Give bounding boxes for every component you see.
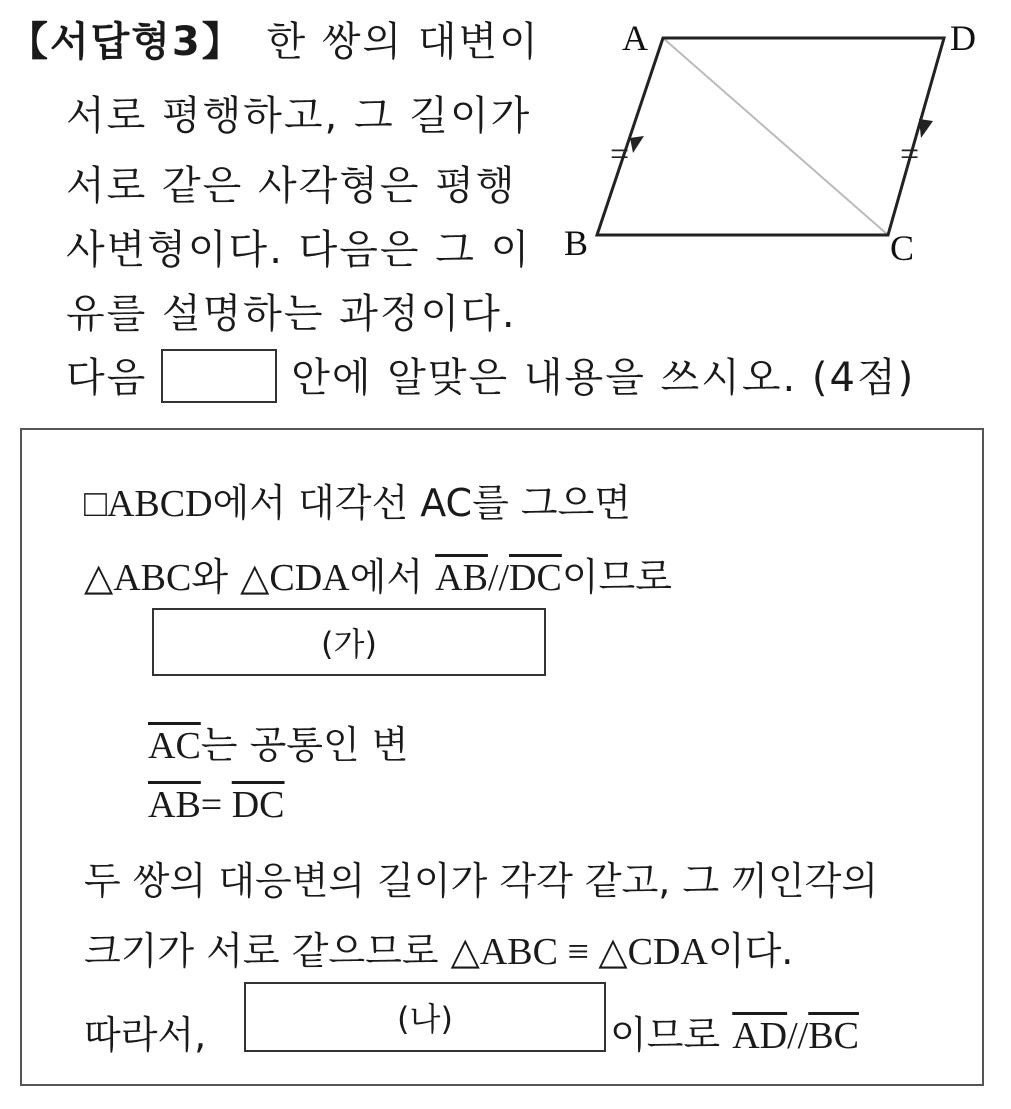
parallel-sign-2: // — [787, 1015, 809, 1057]
proof-line-6-text: 크기가 서로 같으므로 — [84, 929, 451, 973]
parallelogram-figure — [560, 10, 1000, 280]
proof-line-5: 두 쌍의 대응변의 길이가 각각 같고, 그 끼인각의 — [84, 859, 879, 903]
question-line-1 — [8, 10, 540, 67]
proof-line-7-lead: 따라서, — [84, 1013, 207, 1057]
connector-imeuro: 이므로 — [561, 555, 672, 599]
question-text-1: 한 쌍의 대변이 — [266, 19, 540, 65]
congruence-statement: △ABC ≡ △CDA — [450, 931, 708, 973]
triangle-abc: △ABC — [84, 557, 192, 599]
proof-box — [20, 428, 984, 1086]
question-tag: 【서답형3】 — [8, 19, 244, 65]
equals-sign: = — [200, 784, 232, 826]
proof-line-4 — [148, 782, 285, 827]
diagonal-ac — [663, 38, 888, 235]
proof-line-6-end: 이다. — [707, 929, 794, 973]
segment-ab-2: $\overline{AB}$ — [148, 784, 201, 826]
instruction-after: 안에 알맞은 내용을 쓰시오. (4점) — [291, 355, 916, 401]
tick-ab: = — [610, 136, 630, 173]
inline-answer-box — [161, 349, 277, 403]
connector-imeuro-2: 이므로 — [610, 1013, 733, 1057]
vertex-a: A — [622, 18, 648, 58]
question-line-2: 서로 평행하고, 그 길이가 — [66, 93, 532, 139]
vertex-d: D — [950, 18, 976, 58]
proof-line-3-rest: 는 공통인 변 — [200, 723, 409, 767]
segment-ac: $\overline{AC}$ — [148, 725, 201, 767]
proof-line-1-rest: 에서 대각선 AC를 그으면 — [212, 481, 632, 525]
segment-ab: $\overline{AB}$ — [435, 557, 488, 599]
arrow-ab — [630, 136, 644, 153]
segment-dc-2: $\overline{DC}$ — [231, 784, 285, 826]
parallel-sign: // — [487, 557, 510, 599]
question-line-3: 서로 같은 사각형은 평행 — [66, 163, 517, 209]
instruction-line — [66, 346, 915, 411]
instruction-before: 다음 — [66, 355, 148, 401]
connector-eseo: 에서 — [349, 555, 436, 599]
proof-line-6 — [84, 920, 793, 975]
proof-line-1 — [84, 472, 631, 527]
segment-dc: $\overline{DC}$ — [509, 557, 562, 599]
proof-line-7-end — [610, 1004, 859, 1059]
quad-abcd: □ABCD — [84, 483, 213, 525]
proof-line-3 — [148, 714, 409, 769]
parallelogram-shape — [597, 38, 944, 235]
triangle-cda: △CDA — [240, 557, 350, 599]
question-line-5: 유를 설명하는 과정이다. — [66, 291, 517, 337]
blank-na[interactable]: (나) — [244, 982, 606, 1052]
blank-ga[interactable]: (가) — [152, 608, 546, 676]
segment-ad: $\overline{AD}$ — [732, 1015, 788, 1057]
arrow-dc — [919, 119, 933, 138]
question-line-4: 사변형이다. 다음은 그 이 — [66, 227, 532, 273]
proof-line-2 — [84, 546, 672, 601]
segment-bc: $\overline{BC}$ — [808, 1015, 859, 1057]
vertex-c: C — [890, 228, 915, 268]
connector-wa: 와 — [191, 555, 241, 599]
tick-dc: = — [900, 136, 920, 173]
vertex-b: B — [564, 223, 589, 263]
